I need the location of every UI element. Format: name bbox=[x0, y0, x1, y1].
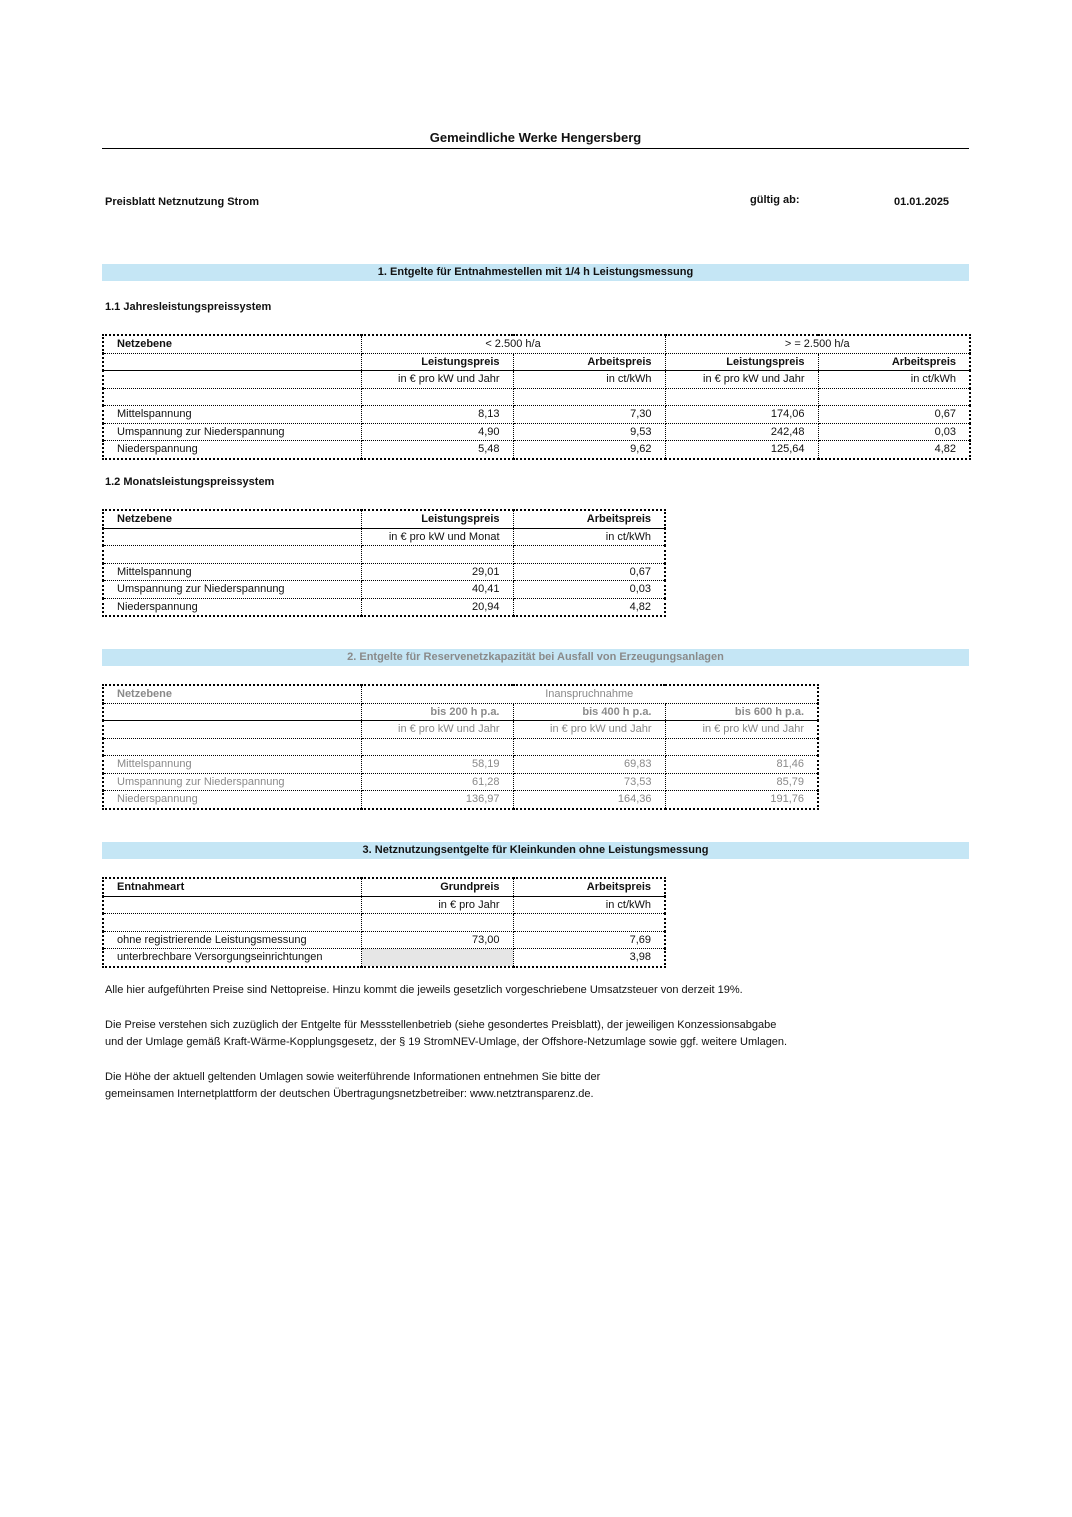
table-row: unterbrechbare Versorgungseinrichtungen 3,98 bbox=[103, 949, 665, 967]
note-surcharges-2: und der Umlage gemäß Kraft-Wärme-Kopplungsgesetz, der § 19 StromNEV-Umlage, der Offshore-Netzumlage sowie ggf. weitere Umlagen. bbox=[105, 1036, 788, 1048]
unit-c3: in € pro kW und Jahr bbox=[665, 721, 818, 739]
monatsleistung-table bbox=[102, 509, 666, 617]
unit-c2: in € pro kW und Jahr bbox=[513, 721, 665, 739]
header-entnahmeart: Entnahmeart bbox=[103, 878, 361, 896]
table-row: Mittelspannung 8,13 7,30 174,06 0,67 bbox=[103, 406, 970, 424]
header-ap-high: Arbeitspreis bbox=[818, 353, 970, 371]
header-lp-high: Leistungspreis bbox=[665, 353, 818, 371]
unit-ap: in ct/kWh bbox=[513, 528, 665, 546]
header-netzebene: Netzebene bbox=[103, 335, 361, 353]
header-netzebene: Netzebene bbox=[103, 685, 361, 703]
unit-ap: in ct/kWh bbox=[513, 896, 665, 914]
section-2-band: 2. Entgelte für Reservenetzkapazität bei Ausfall von Erzeugungsanlagen bbox=[102, 649, 969, 666]
table-row: Niederspannung 5,48 9,62 125,64 4,82 bbox=[103, 441, 970, 459]
unit-ap-low: in ct/kWh bbox=[513, 371, 665, 389]
header-lp-low: Leistungspreis bbox=[361, 353, 513, 371]
company-name: Gemeindliche Werke Hengersberg bbox=[429, 130, 642, 145]
section-3-band: 3. Netznutzungsentgelte für Kleinkunden ohne Leistungsmessung bbox=[102, 842, 969, 859]
header-group: Inanspruchnahme bbox=[361, 685, 818, 703]
header-group-low: < 2.500 h/a bbox=[361, 335, 665, 353]
header-ap: Arbeitspreis bbox=[513, 510, 665, 528]
sheet-title: Preisblatt Netznutzung Strom bbox=[105, 196, 260, 208]
note-info-2: gemeinsamen Internetplattform der deutschen Übertragungsnetzbetreiber: www.netztransparenz.de. bbox=[105, 1088, 594, 1100]
unit-c1: in € pro kW und Jahr bbox=[361, 721, 513, 739]
header-c3: bis 600 h p.a. bbox=[665, 703, 818, 721]
table-row: Mittelspannung 29,01 0,67 bbox=[103, 563, 665, 581]
header-group-high: > = 2.500 h/a bbox=[665, 335, 970, 353]
reservekapazitaet-table bbox=[102, 684, 819, 810]
unit-lp-high: in € pro kW und Jahr bbox=[665, 371, 818, 389]
note-vat: Alle hier aufgeführten Preise sind Nettopreise. Hinzu kommt die jeweils gesetzlich vorgeschriebene Umsatzsteuer von derzeit 19%. bbox=[105, 984, 743, 996]
section-1-2-title: 1.2 Monatsleistungspreissystem bbox=[105, 476, 275, 488]
header-rule bbox=[102, 148, 969, 149]
header-netzebene: Netzebene bbox=[103, 510, 361, 528]
header-ap: Arbeitspreis bbox=[513, 878, 665, 896]
unit-lp: in € pro kW und Monat bbox=[361, 528, 513, 546]
section-1-band: 1. Entgelte für Entnahmestellen mit 1/4 h Leistungsmessung bbox=[102, 264, 969, 281]
note-surcharges-1: Die Preise verstehen sich zuzüglich der Entgelte für Messstellenbetrieb (siehe gesondertes Preisblatt), der jeweiligen Konzessionsabgabe bbox=[105, 1019, 777, 1031]
header-c2: bis 400 h p.a. bbox=[513, 703, 665, 721]
note-info-1: Die Höhe der aktuell geltenden Umlagen sowie weiterführende Informationen entnehmen Sie bitte der bbox=[105, 1071, 601, 1083]
table-row: Niederspannung 20,94 4,82 bbox=[103, 598, 665, 616]
header-ap-low: Arbeitspreis bbox=[513, 353, 665, 371]
unit-lp-low: in € pro kW und Jahr bbox=[361, 371, 513, 389]
table-row: Umspannung zur Niederspannung 4,90 9,53 242,48 0,03 bbox=[103, 423, 970, 441]
kleinkunden-table bbox=[102, 877, 666, 968]
valid-from-label: gültig ab: bbox=[750, 194, 800, 206]
unit-ap-high: in ct/kWh bbox=[818, 371, 970, 389]
table-row: Umspannung zur Niederspannung 40,41 0,03 bbox=[103, 581, 665, 599]
jahresleistung-table bbox=[102, 334, 971, 460]
header-c1: bis 200 h p.a. bbox=[361, 703, 513, 721]
unit-gp: in € pro Jahr bbox=[361, 896, 513, 914]
section-1-1-title: 1.1 Jahresleistungspreissystem bbox=[105, 301, 272, 313]
table-row: Mittelspannung 58,19 69,83 81,46 bbox=[103, 756, 818, 774]
header-lp: Leistungspreis bbox=[361, 510, 513, 528]
table-row: ohne registrierende Leistungsmessung 73,00 7,69 bbox=[103, 931, 665, 949]
table-row: Umspannung zur Niederspannung 61,28 73,53 85,79 bbox=[103, 773, 818, 791]
valid-from-date: 01.01.2025 bbox=[894, 196, 950, 208]
table-row: Niederspannung 136,97 164,36 191,76 bbox=[103, 791, 818, 809]
header-gp: Grundpreis bbox=[361, 878, 513, 896]
